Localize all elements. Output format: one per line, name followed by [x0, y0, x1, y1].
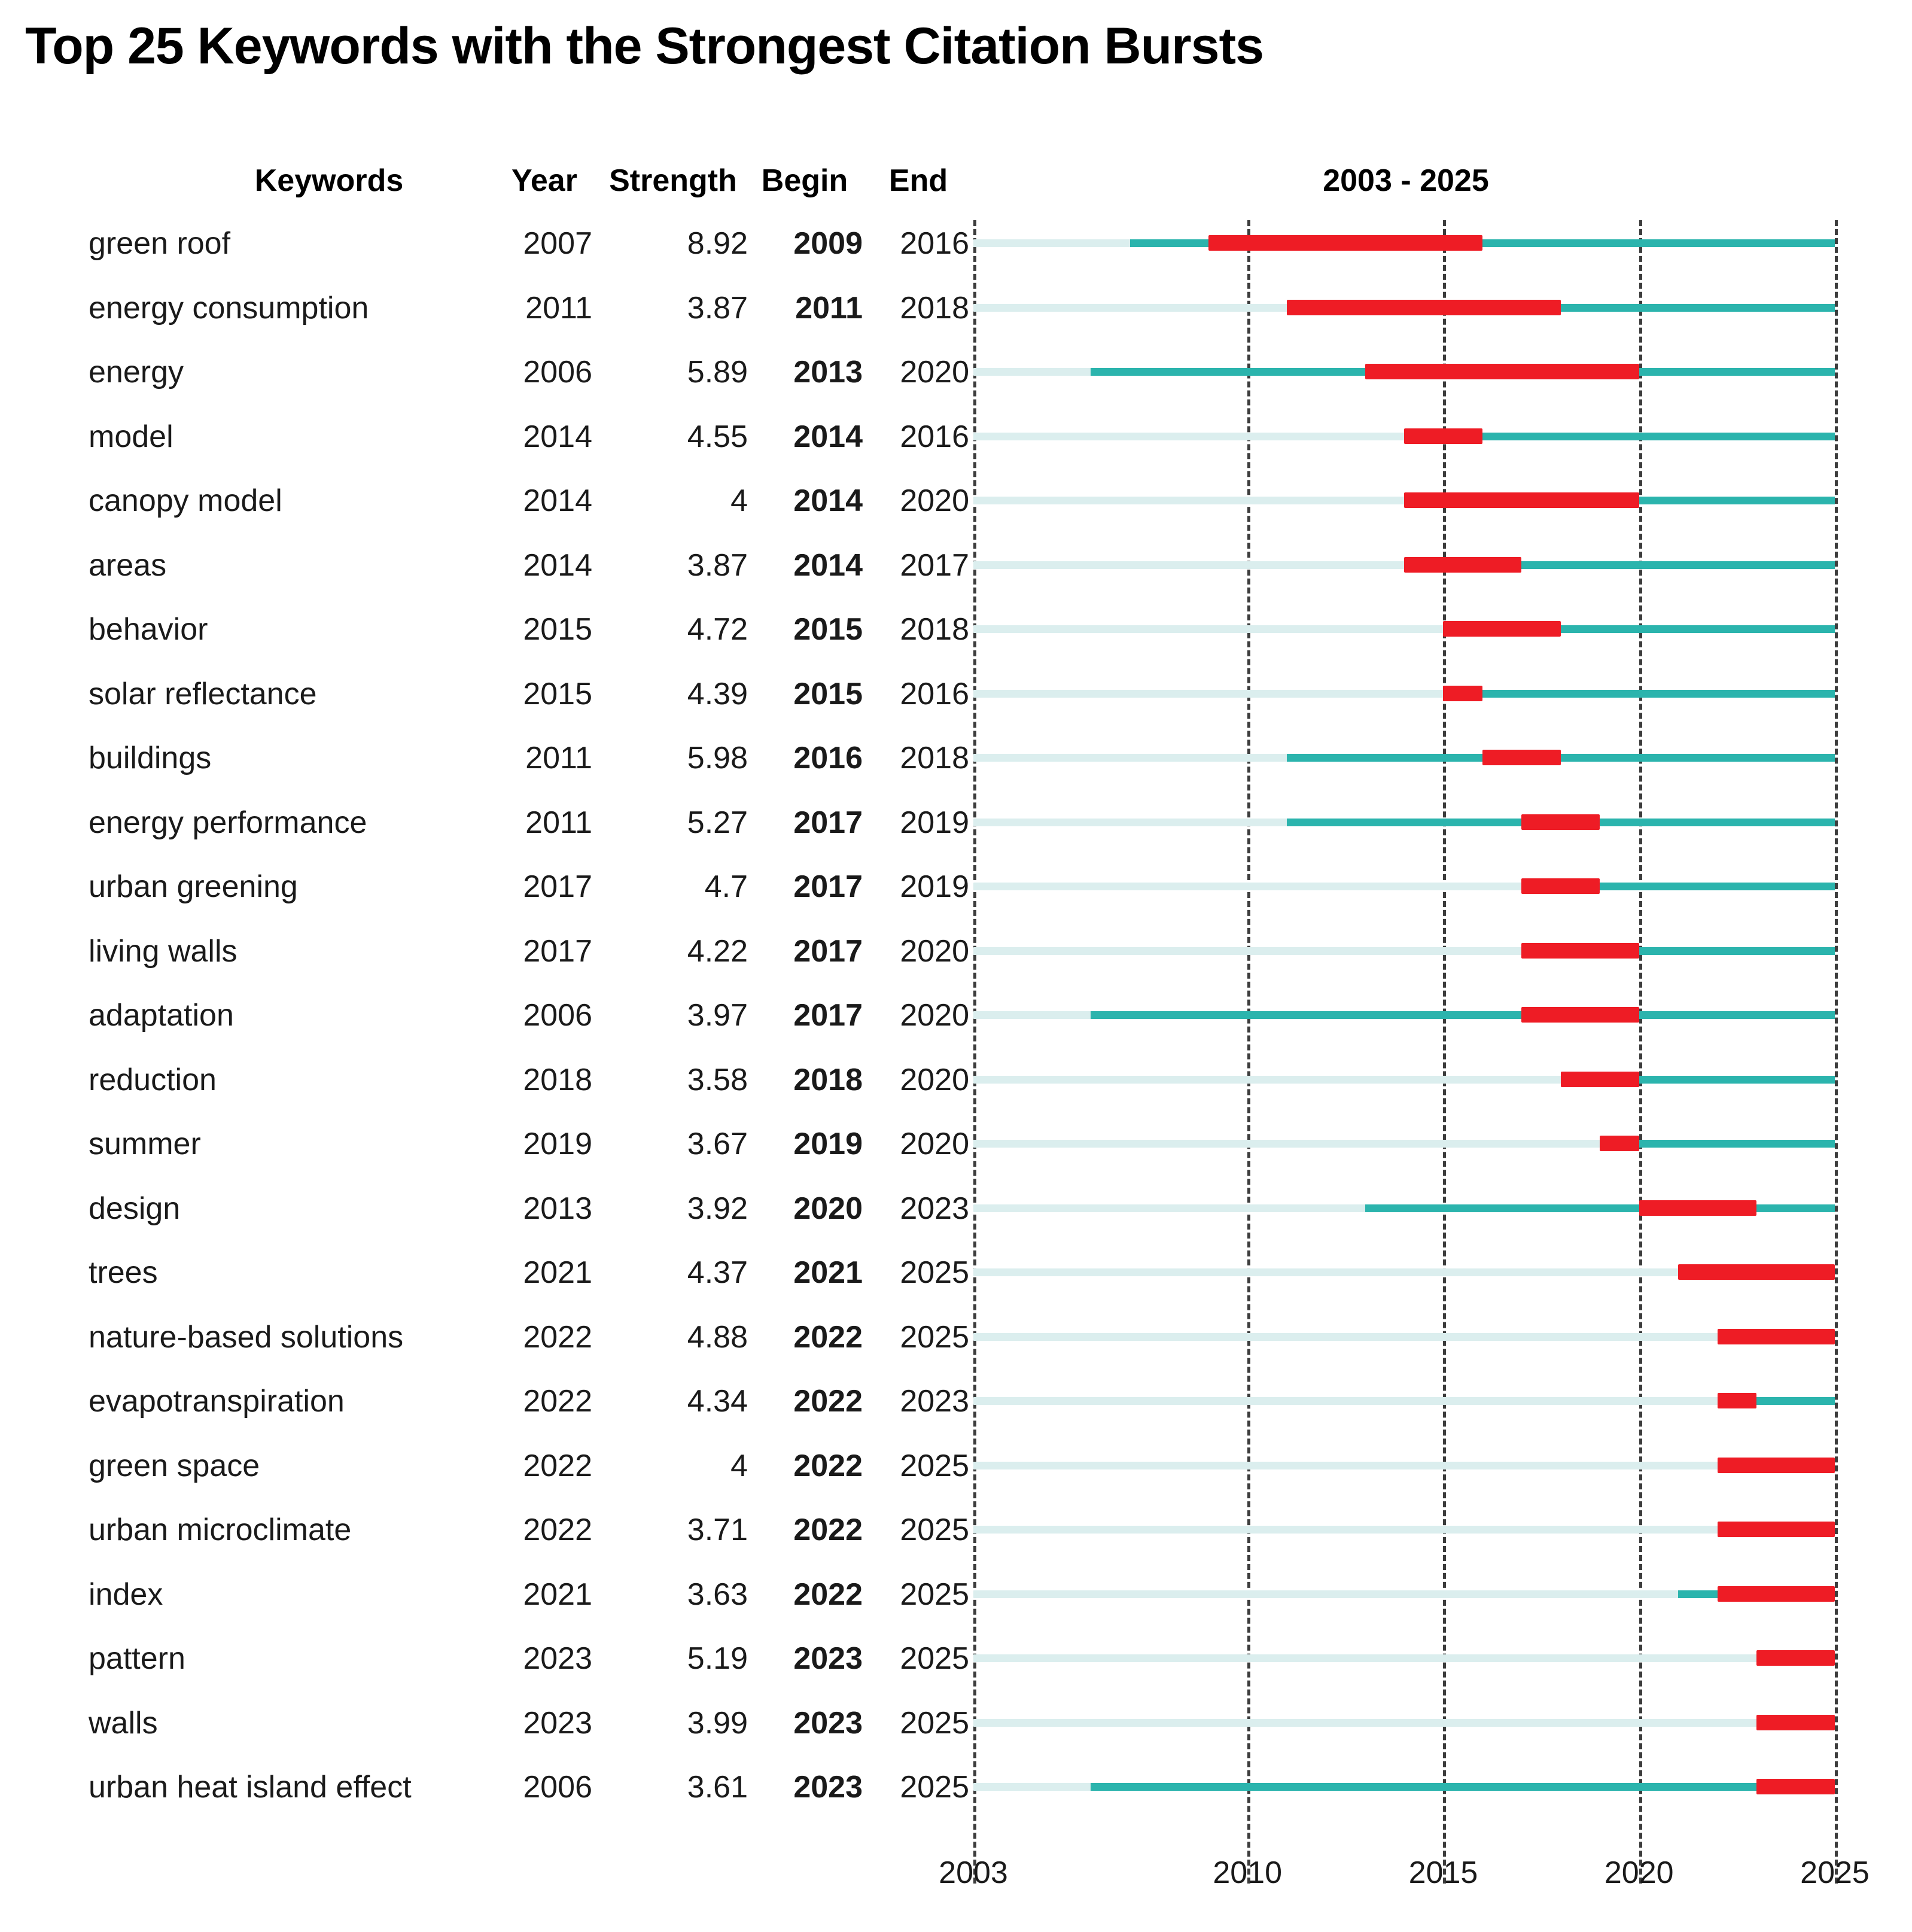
end-year-value: 2023: [900, 1384, 969, 1419]
keyword-label: areas: [89, 547, 167, 583]
burst-bar: [1287, 300, 1561, 315]
begin-year-value: 2022: [793, 1513, 863, 1547]
end-year-value: 2018: [900, 290, 969, 325]
begin-year-value: 2017: [793, 869, 863, 904]
timeline-track: [973, 1333, 1835, 1341]
begin-year-value: 2013: [793, 355, 863, 390]
burst-bar: [1756, 1715, 1835, 1730]
strength-value: 3.61: [687, 1770, 748, 1805]
begin-year-value: 2022: [793, 1384, 863, 1419]
first-year-value: 2006: [523, 355, 592, 390]
burst-bar: [1521, 1007, 1639, 1023]
column-header-year: Year: [512, 163, 577, 198]
begin-year-value: 2022: [793, 1319, 863, 1355]
first-year-value: 2013: [523, 1191, 592, 1226]
end-year-value: 2025: [900, 1513, 969, 1547]
begin-year-value: 2015: [793, 612, 863, 647]
end-year-value: 2018: [900, 612, 969, 647]
strength-value: 3.71: [687, 1513, 748, 1547]
first-year-value: 2018: [523, 1062, 592, 1097]
end-year-value: 2019: [900, 805, 969, 840]
burst-bar: [1404, 492, 1639, 508]
begin-year-value: 2014: [793, 419, 863, 454]
keyword-label: urban heat island effect: [89, 1770, 412, 1805]
end-year-value: 2020: [900, 1127, 969, 1161]
timeline-plot: [973, 220, 1835, 1830]
end-year-value: 2016: [900, 419, 969, 454]
keyword-label: walls: [89, 1705, 158, 1741]
timeline-track: [973, 1719, 1835, 1727]
first-year-value: 2014: [523, 547, 592, 583]
begin-year-value: 2011: [795, 290, 863, 325]
begin-year-value: 2023: [793, 1641, 863, 1676]
burst-bar: [1404, 428, 1482, 444]
end-year-value: 2020: [900, 998, 969, 1033]
end-year-value: 2016: [900, 676, 969, 711]
strength-value: 5.19: [687, 1641, 748, 1676]
burst-bar: [1208, 235, 1482, 251]
burst-bar: [1639, 1200, 1756, 1216]
first-year-value: 2017: [523, 933, 592, 969]
end-year-value: 2025: [900, 1448, 969, 1483]
timeline-track: [973, 1397, 1835, 1405]
first-year-value: 2022: [523, 1319, 592, 1355]
first-year-value: 2014: [523, 483, 592, 518]
first-year-value: 2015: [523, 676, 592, 711]
first-year-value: 2022: [523, 1448, 592, 1483]
end-year-value: 2025: [900, 1641, 969, 1676]
begin-year-value: 2019: [793, 1127, 863, 1161]
axis-tick-2020: 2020: [1604, 1855, 1674, 1890]
first-year-value: 2007: [523, 226, 592, 261]
begin-year-value: 2021: [793, 1255, 863, 1290]
end-year-value: 2016: [900, 226, 969, 261]
post-burst-segment: [1756, 1397, 1835, 1405]
end-year-value: 2025: [900, 1319, 969, 1355]
first-year-value: 2006: [523, 1770, 592, 1805]
end-year-value: 2020: [900, 355, 969, 390]
burst-bar: [1482, 750, 1561, 765]
pre-burst-segment: [1287, 754, 1482, 762]
post-burst-segment: [1561, 304, 1835, 312]
first-year-value: 2014: [523, 419, 592, 454]
first-year-value: 2017: [523, 869, 592, 904]
first-year-value: 2011: [525, 290, 592, 325]
keyword-label: buildings: [89, 741, 212, 775]
keyword-label: adaptation: [89, 998, 234, 1033]
timeline-track: [973, 1462, 1835, 1469]
axis-tick-2003: 2003: [939, 1855, 1008, 1890]
begin-year-value: 2014: [793, 483, 863, 518]
post-burst-segment: [1561, 754, 1835, 762]
first-year-value: 2023: [523, 1705, 592, 1741]
burst-bar: [1718, 1522, 1835, 1537]
keyword-label: energy performance: [89, 805, 367, 840]
begin-year-value: 2023: [793, 1770, 863, 1805]
burst-bar: [1718, 1329, 1835, 1344]
burst-bar: [1443, 686, 1482, 701]
begin-year-value: 2014: [793, 547, 863, 583]
begin-year-value: 2017: [793, 805, 863, 840]
page-title: Top 25 Keywords with the Strongest Citation Bursts: [25, 17, 1263, 75]
keyword-label: trees: [89, 1255, 158, 1290]
column-header-begin: Begin: [761, 163, 848, 198]
strength-value: 4: [730, 483, 748, 518]
keyword-label: evapotranspiration: [89, 1384, 345, 1419]
strength-value: 3.58: [687, 1062, 748, 1097]
keyword-label: reduction: [89, 1062, 217, 1097]
keyword-label: canopy model: [89, 483, 282, 518]
strength-value: 8.92: [687, 226, 748, 261]
begin-year-value: 2017: [793, 933, 863, 969]
keyword-label: index: [89, 1577, 163, 1612]
first-year-value: 2019: [523, 1127, 592, 1161]
first-year-value: 2023: [523, 1641, 592, 1676]
begin-year-value: 2016: [793, 741, 863, 775]
post-burst-segment: [1756, 1204, 1835, 1212]
burst-bar: [1365, 364, 1639, 379]
axis-tick-2010: 2010: [1213, 1855, 1283, 1890]
burst-bar: [1718, 1586, 1835, 1602]
keyword-label: behavior: [89, 612, 208, 647]
keyword-label: energy consumption: [89, 290, 369, 325]
strength-value: 4.39: [687, 676, 748, 711]
burst-bar: [1756, 1779, 1835, 1794]
post-burst-segment: [1639, 368, 1835, 376]
keyword-label: summer: [89, 1127, 201, 1161]
strength-value: 5.89: [687, 355, 748, 390]
post-burst-segment: [1639, 1076, 1835, 1084]
first-year-value: 2011: [525, 741, 592, 775]
keyword-label: energy: [89, 355, 184, 390]
keyword-label: model: [89, 419, 173, 454]
end-year-value: 2017: [900, 547, 969, 583]
burst-bar: [1521, 814, 1600, 830]
pre-burst-segment: [1091, 1783, 1756, 1791]
strength-value: 3.63: [687, 1577, 748, 1612]
strength-value: 4.7: [704, 869, 748, 904]
begin-year-value: 2022: [793, 1448, 863, 1483]
post-burst-segment: [1561, 625, 1835, 633]
strength-value: 3.87: [687, 290, 748, 325]
post-burst-segment: [1521, 561, 1835, 569]
pre-burst-segment: [1091, 368, 1365, 376]
pre-burst-segment: [1287, 819, 1522, 826]
post-burst-segment: [1482, 433, 1835, 440]
begin-year-value: 2017: [793, 998, 863, 1033]
strength-value: 5.27: [687, 805, 748, 840]
post-burst-segment: [1639, 1140, 1835, 1148]
end-year-value: 2025: [900, 1705, 969, 1741]
burst-bar: [1404, 557, 1521, 573]
gridline-2020: [1639, 220, 1642, 1884]
pre-burst-segment: [1091, 1011, 1521, 1019]
begin-year-value: 2009: [793, 226, 863, 261]
keyword-label: living walls: [89, 933, 238, 969]
post-burst-segment: [1639, 1011, 1835, 1019]
strength-value: 4: [730, 1448, 748, 1483]
pre-burst-segment: [1678, 1590, 1717, 1598]
end-year-value: 2020: [900, 1062, 969, 1097]
begin-year-value: 2022: [793, 1577, 863, 1612]
timeline-range-header: 2003 - 2025: [1323, 163, 1489, 198]
post-burst-segment: [1600, 819, 1835, 826]
post-burst-segment: [1600, 883, 1835, 890]
post-burst-segment: [1482, 690, 1835, 698]
timeline-track: [973, 1654, 1835, 1662]
gridline-2015: [1443, 220, 1446, 1884]
first-year-value: 2021: [523, 1577, 592, 1612]
keyword-label: pattern: [89, 1641, 185, 1676]
column-header-end: End: [888, 163, 948, 198]
gridline-2003: [973, 220, 976, 1884]
axis-tick-2025: 2025: [1800, 1855, 1870, 1890]
first-year-value: 2022: [523, 1513, 592, 1547]
end-year-value: 2023: [900, 1191, 969, 1226]
strength-value: 5.98: [687, 741, 748, 775]
burst-bar: [1521, 943, 1639, 959]
first-year-value: 2022: [523, 1384, 592, 1419]
post-burst-segment: [1639, 947, 1835, 955]
burst-bar: [1718, 1393, 1756, 1408]
strength-value: 3.92: [687, 1191, 748, 1226]
strength-value: 4.72: [687, 612, 748, 647]
column-header-strength: Strength: [609, 163, 737, 198]
strength-value: 3.67: [687, 1127, 748, 1161]
burst-bar: [1756, 1650, 1835, 1666]
end-year-value: 2018: [900, 741, 969, 775]
keyword-label: green space: [89, 1448, 260, 1483]
burst-bar: [1561, 1072, 1639, 1087]
burst-bar: [1678, 1264, 1835, 1280]
keyword-label: urban greening: [89, 869, 298, 904]
post-burst-segment: [1639, 497, 1835, 504]
strength-value: 4.22: [687, 933, 748, 969]
burst-bar: [1718, 1458, 1835, 1473]
begin-year-value: 2015: [793, 676, 863, 711]
keyword-label: solar reflectance: [89, 676, 317, 711]
pre-burst-segment: [1365, 1204, 1639, 1212]
strength-value: 3.99: [687, 1705, 748, 1741]
keyword-label: green roof: [89, 226, 231, 261]
pre-burst-segment: [1130, 239, 1208, 247]
end-year-value: 2025: [900, 1577, 969, 1612]
end-year-value: 2020: [900, 483, 969, 518]
first-year-value: 2015: [523, 612, 592, 647]
post-burst-segment: [1482, 239, 1835, 247]
strength-value: 3.87: [687, 547, 748, 583]
end-year-value: 2025: [900, 1770, 969, 1805]
keyword-label: urban microclimate: [89, 1513, 352, 1547]
burst-bar: [1443, 621, 1560, 637]
strength-value: 4.34: [687, 1384, 748, 1419]
first-year-value: 2011: [525, 805, 592, 840]
first-year-value: 2021: [523, 1255, 592, 1290]
begin-year-value: 2023: [793, 1705, 863, 1741]
begin-year-value: 2020: [793, 1191, 863, 1226]
column-header-keywords: Keywords: [254, 163, 404, 198]
gridline-2025: [1835, 220, 1838, 1884]
strength-value: 4.37: [687, 1255, 748, 1290]
x-axis-labels: [897, 1855, 1878, 1897]
axis-tick-2015: 2015: [1408, 1855, 1478, 1890]
strength-value: 4.88: [687, 1319, 748, 1355]
strength-value: 3.97: [687, 998, 748, 1033]
end-year-value: 2019: [900, 869, 969, 904]
first-year-value: 2006: [523, 998, 592, 1033]
keyword-label: nature-based solutions: [89, 1319, 404, 1355]
burst-bar: [1521, 878, 1600, 894]
begin-year-value: 2018: [793, 1062, 863, 1097]
timeline-track: [973, 1526, 1835, 1534]
end-year-value: 2020: [900, 933, 969, 969]
gridline-2010: [1247, 220, 1250, 1884]
keyword-label: design: [89, 1191, 181, 1226]
burst-bar: [1600, 1136, 1639, 1151]
strength-value: 4.55: [687, 419, 748, 454]
end-year-value: 2025: [900, 1255, 969, 1290]
